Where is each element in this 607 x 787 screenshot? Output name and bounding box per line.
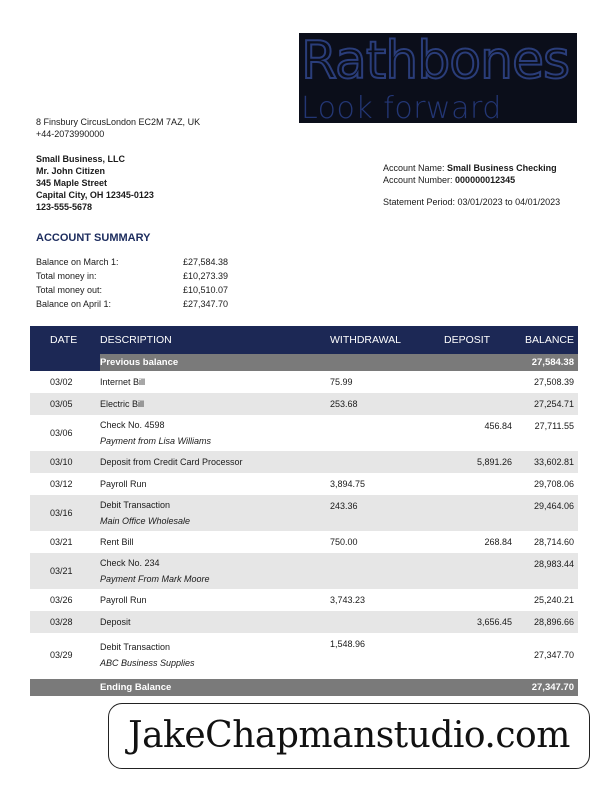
- watermark-banner: [108, 703, 590, 769]
- summary-row: [36, 297, 228, 311]
- summary-row: [36, 283, 228, 297]
- customer-name: Mr. John Citizen: [36, 166, 106, 176]
- table-header: [30, 326, 578, 354]
- row-withdrawal: 253.68: [330, 399, 358, 409]
- row-withdrawal: 1,548.96: [330, 639, 366, 649]
- table-row: [30, 415, 578, 451]
- bank-phone: +44-2073990000: [36, 129, 105, 139]
- previous-balance-value: 27,584.38: [531, 357, 574, 368]
- summary-value: £10,510.07: [183, 285, 229, 295]
- header-date: DATE: [50, 334, 78, 346]
- row-description-main: Debit Transaction: [100, 500, 171, 510]
- customer-company: Small Business, LLC: [36, 154, 126, 164]
- table-row: [30, 553, 578, 589]
- table-row: [30, 451, 578, 473]
- row-date: 03/06: [50, 428, 73, 438]
- row-withdrawal: 3,743.23: [330, 595, 366, 605]
- header-withdrawal: WITHDRAWAL: [330, 334, 401, 346]
- header-description: DESCRIPTION: [100, 334, 172, 346]
- row-date: 03/28: [50, 617, 73, 627]
- summary-value: £27,584.38: [183, 257, 229, 267]
- account-number-label: Account Number:: [383, 175, 453, 185]
- row-description: [100, 642, 330, 668]
- row-balance: 27,711.55: [534, 421, 574, 431]
- row-description-sub: Payment from Lisa Williams: [100, 436, 211, 446]
- row-deposit: [430, 495, 512, 501]
- row-description-sub: Main Office Wholesale: [100, 516, 191, 526]
- row-deposit: 456.84: [484, 421, 512, 431]
- row-date: 03/02: [50, 377, 73, 387]
- ending-balance-label: Ending Balance: [100, 682, 172, 693]
- ending-balance-value: 27,347.70: [531, 682, 574, 693]
- row-balance: 28,714.60: [533, 537, 574, 547]
- account-summary: [36, 255, 228, 311]
- row-date: 03/16: [50, 508, 73, 518]
- row-balance: 28,896.66: [533, 617, 574, 627]
- row-description: Deposit from Credit Card Processor: [100, 457, 243, 467]
- row-description: Internet Bill: [100, 377, 146, 387]
- summary-label: Total money out:: [36, 285, 103, 295]
- table-row: [30, 495, 578, 531]
- row-description-main: Check No. 234: [100, 558, 160, 568]
- logo-brand-text: Rathbones: [301, 33, 570, 91]
- table-row: [30, 633, 578, 677]
- customer-city: Capital City, OH 12345-0123: [36, 190, 154, 200]
- row-balance: 29,464.06: [533, 501, 574, 511]
- table-row: [30, 589, 578, 611]
- bank-address: [36, 116, 200, 140]
- row-deposit: [430, 553, 512, 559]
- statement-period: Statement Period: 03/01/2023 to 04/01/2023: [383, 197, 561, 207]
- account-name-row: [383, 162, 557, 174]
- rathbones-logo: [299, 33, 577, 123]
- table-row: [30, 531, 578, 553]
- previous-balance-row: [30, 354, 578, 371]
- table-row: [30, 371, 578, 393]
- summary-label: Total money in:: [36, 271, 97, 281]
- row-balance: 27,508.39: [533, 377, 574, 387]
- row-withdrawal: 750.00: [330, 537, 358, 547]
- row-description: [100, 558, 330, 584]
- table-row: [30, 611, 578, 633]
- account-number-value: 000000012345: [455, 175, 516, 185]
- row-description: [100, 500, 330, 526]
- row-date: 03/12: [50, 479, 73, 489]
- account-summary-title: ACCOUNT SUMMARY: [36, 232, 151, 244]
- table-row: [30, 393, 578, 415]
- row-balance: 27,347.70: [533, 650, 574, 660]
- row-date: 03/05: [50, 399, 73, 409]
- bank-address-line: 8 Finsbury CircusLondon EC2M 7AZ, UK: [36, 117, 201, 127]
- previous-balance-label: Previous balance: [100, 357, 179, 368]
- row-balance: 27,254.71: [533, 399, 574, 409]
- row-description-sub: ABC Business Supplies: [100, 658, 195, 668]
- previous-date-cell: [30, 354, 100, 371]
- table-row: [30, 473, 578, 495]
- summary-row: [36, 255, 228, 269]
- header-balance: BALANCE: [524, 334, 574, 346]
- row-date: 03/21: [50, 566, 73, 576]
- summary-value: £27,347.70: [183, 299, 229, 309]
- row-balance: 33,602.81: [533, 457, 574, 467]
- summary-label: Balance on March 1:: [36, 257, 119, 267]
- customer-address: [36, 153, 154, 213]
- row-balance: 25,240.21: [533, 595, 574, 605]
- row-date: 03/26: [50, 595, 73, 605]
- watermark-text: JakeChapmanstudio.com: [128, 715, 570, 756]
- row-withdrawal: 75.99: [330, 377, 353, 387]
- header-deposit: DEPOSIT: [444, 334, 491, 346]
- row-withdrawal: 243.36: [330, 501, 358, 511]
- customer-street: 345 Maple Street: [36, 178, 108, 188]
- row-deposit: 268.84: [484, 537, 512, 547]
- row-balance: 29,708.06: [533, 479, 574, 489]
- summary-row: [36, 269, 228, 283]
- account-info: [383, 162, 557, 186]
- row-date: 03/10: [50, 457, 73, 467]
- row-deposit: 5,891.26: [476, 457, 512, 467]
- row-deposit: 3,656.45: [476, 617, 512, 627]
- account-number-row: [383, 174, 557, 186]
- transactions-table: [30, 326, 578, 696]
- row-description: Electric Bill: [100, 399, 145, 409]
- row-withdrawal: [330, 553, 430, 559]
- row-withdrawal: 3,894.75: [330, 479, 366, 489]
- row-description-sub: Payment From Mark Moore: [100, 574, 210, 584]
- row-description: Payroll Run: [100, 595, 147, 605]
- summary-label: Balance on April 1:: [36, 299, 112, 309]
- row-date: 03/21: [50, 537, 73, 547]
- row-description: Rent Bill: [100, 537, 134, 547]
- customer-phone: 123-555-5678: [36, 202, 93, 212]
- summary-value: £10,273.39: [183, 271, 229, 281]
- row-date: 03/29: [50, 650, 73, 660]
- ending-balance-row: [30, 679, 578, 696]
- row-description-main: Debit Transaction: [100, 642, 171, 652]
- row-description: Payroll Run: [100, 479, 147, 489]
- row-description: [100, 420, 330, 446]
- logo-tagline: Look forward: [301, 91, 502, 123]
- account-name-label: Account Name:: [383, 163, 445, 173]
- row-description: Deposit: [100, 617, 131, 627]
- row-balance: 28,983.44: [533, 559, 574, 569]
- row-withdrawal: [330, 415, 430, 421]
- row-description-main: Check No. 4598: [100, 420, 165, 430]
- account-name-value: Small Business Checking: [447, 163, 557, 173]
